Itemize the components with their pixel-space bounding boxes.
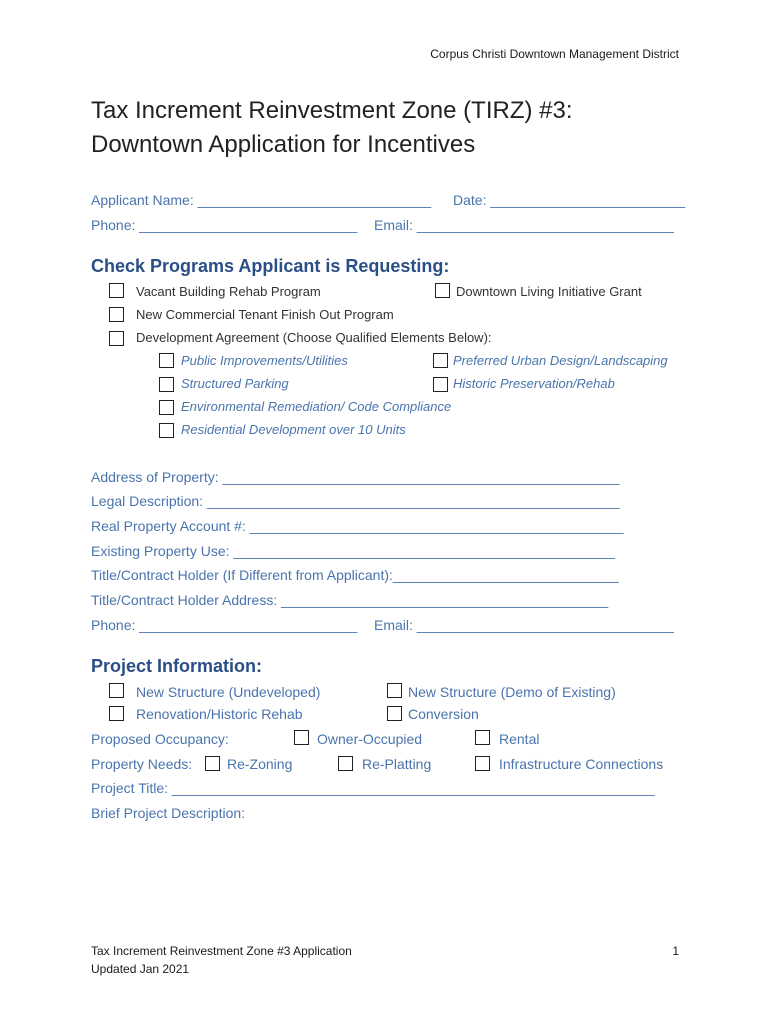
environmental-label: Environmental Remediation/ Code Compliance [181, 399, 452, 414]
infrastructure-checkbox[interactable] [475, 756, 490, 771]
development-agreement-label: Development Agreement (Choose Qualified Elements Below): [136, 330, 492, 345]
urban-design-checkbox[interactable] [433, 353, 448, 368]
project-heading: Project Information: [91, 656, 263, 676]
conversion-checkbox[interactable] [387, 706, 402, 721]
infrastructure-label: Infrastructure Connections [499, 756, 664, 772]
owner-occupied-checkbox[interactable] [294, 730, 309, 745]
existing-use-field[interactable]: Existing Property Use: _________________________________________________ [91, 543, 615, 559]
property-needs-label: Property Needs: [91, 756, 193, 772]
structured-parking-checkbox[interactable] [159, 377, 174, 392]
new-undeveloped-checkbox[interactable] [109, 683, 124, 698]
residential-checkbox[interactable] [159, 423, 174, 438]
downtown-living-label: Downtown Living Initiative Grant [456, 284, 642, 299]
vacant-building-label: Vacant Building Rehab Program [136, 284, 321, 299]
renovation-label: Renovation/Historic Rehab [136, 706, 303, 722]
applicant-name-field[interactable]: Applicant Name: ______________________________ [91, 192, 432, 208]
replatting-label: Re-Platting [362, 756, 432, 772]
owner-occupied-label: Owner-Occupied [317, 731, 423, 747]
organization-header: Corpus Christi Downtown Management District [430, 47, 679, 61]
rezoning-checkbox[interactable] [205, 756, 220, 771]
rezoning-label: Re-Zoning [227, 756, 293, 772]
vacant-building-checkbox[interactable] [109, 283, 124, 298]
page-number: 1 [672, 944, 679, 958]
new-demo-label: New Structure (Demo of Existing) [408, 684, 616, 700]
tenant-finish-label: New Commercial Tenant Finish Out Program [136, 307, 394, 322]
project-title-field[interactable]: Project Title: ______________________________________________________________ [91, 780, 655, 796]
historic-preservation-label: Historic Preservation/Rehab [453, 376, 615, 391]
legal-description-field[interactable]: Legal Description: _____________________________________________________ [91, 493, 620, 509]
page-title-line-2: Downtown Application for Incentives [91, 131, 476, 158]
urban-design-label: Preferred Urban Design/Landscaping [453, 353, 668, 368]
tenant-finish-checkbox[interactable] [109, 307, 124, 322]
real-property-account-field[interactable]: Real Property Account #: ________________________________________________ [91, 518, 624, 534]
historic-preservation-checkbox[interactable] [433, 377, 448, 392]
environmental-checkbox[interactable] [159, 400, 174, 415]
public-improvements-label: Public Improvements/Utilities [181, 353, 348, 368]
contract-holder-field[interactable]: Title/Contract Holder (If Different from Applicant):_____________________________ [91, 567, 619, 583]
development-agreement-checkbox[interactable] [109, 331, 124, 346]
occupancy-label: Proposed Occupancy: [91, 731, 229, 747]
applicant-phone-field[interactable]: Phone: ____________________________ [91, 217, 358, 233]
renovation-checkbox[interactable] [109, 706, 124, 721]
new-demo-checkbox[interactable] [387, 683, 402, 698]
footer-title: Tax Increment Reinvestment Zone #3 Application [91, 944, 352, 958]
downtown-living-checkbox[interactable] [435, 283, 450, 298]
structured-parking-label: Structured Parking [181, 376, 289, 391]
project-description-label: Brief Project Description: [91, 805, 246, 821]
holder-email-field[interactable]: Email: _________________________________ [374, 617, 674, 633]
new-undeveloped-label: New Structure (Undeveloped) [136, 684, 321, 700]
residential-label: Residential Development over 10 Units [181, 422, 406, 437]
rental-label: Rental [499, 731, 540, 747]
rental-checkbox[interactable] [475, 730, 490, 745]
holder-phone-field[interactable]: Phone: ____________________________ [91, 617, 358, 633]
public-improvements-checkbox[interactable] [159, 353, 174, 368]
replatting-checkbox[interactable] [338, 756, 353, 771]
applicant-email-field[interactable]: Email: _________________________________ [374, 217, 674, 233]
date-field[interactable]: Date: _________________________ [453, 192, 686, 208]
footer-updated: Updated Jan 2021 [91, 962, 190, 976]
property-address-field[interactable]: Address of Property: ___________________________________________________ [91, 469, 620, 485]
conversion-label: Conversion [408, 706, 479, 722]
contract-holder-address-field[interactable]: Title/Contract Holder Address: __________________________________________ [91, 592, 609, 608]
page-title-line-1: Tax Increment Reinvestment Zone (TIRZ) #3: [91, 97, 573, 124]
programs-heading: Check Programs Applicant is Requesting: [91, 256, 450, 276]
